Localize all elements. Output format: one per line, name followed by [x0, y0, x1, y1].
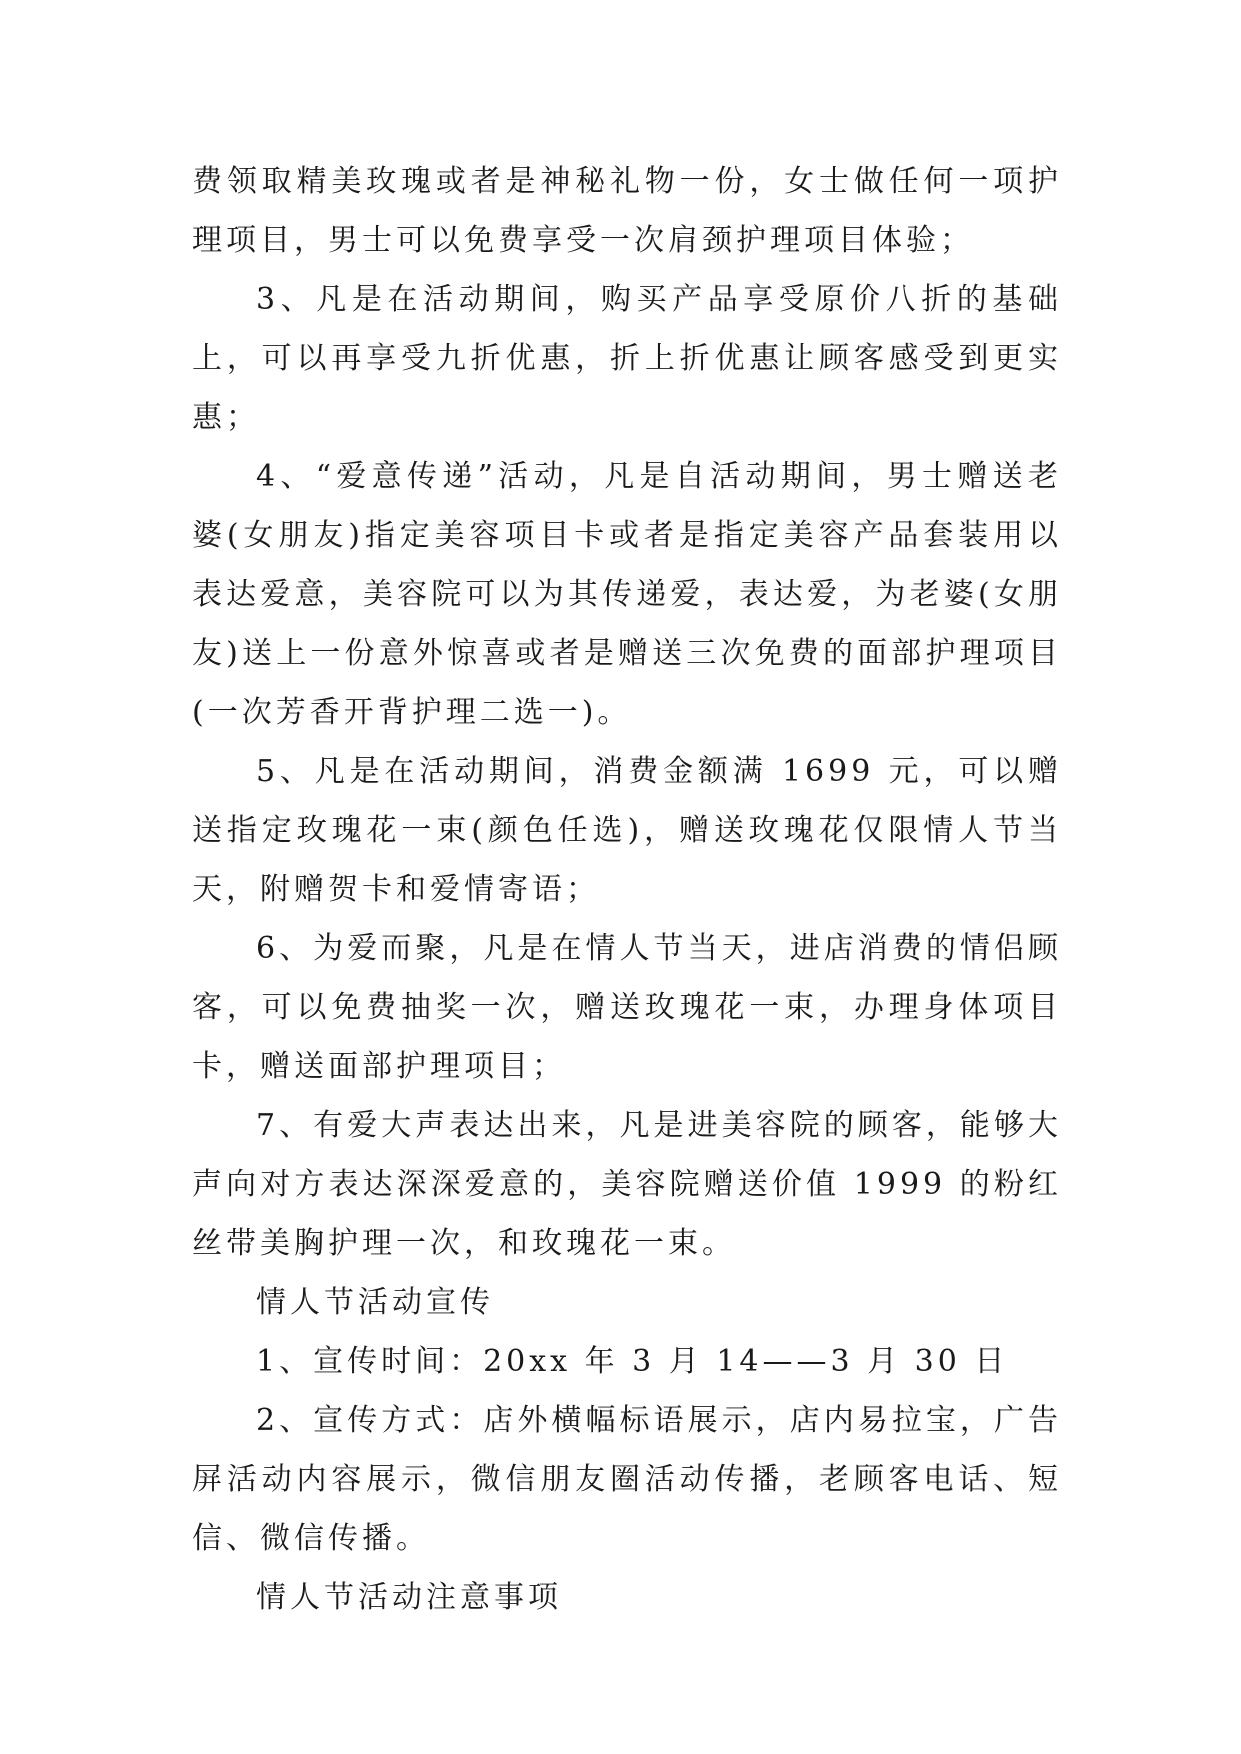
section-heading-notes: 情人节活动注意事项	[256, 1580, 562, 1615]
document-body	[192, 152, 1062, 1627]
paragraph-gift-continued: 费领取精美玫瑰或者是神秘礼物一份，女士做任何一项护理项目，男士可以免费享受一次肩颈护理项目体验；	[192, 164, 1062, 258]
section-heading-promotion: 情人节活动宣传	[256, 1285, 494, 1320]
paragraph-item-5: 5、凡是在活动期间，消费金额满 1699 元，可以赠送指定玫瑰花一束(颜色任选)，赠送玫瑰花仅限情人节当天，附赠贺卡和爱情寄语；	[192, 754, 1062, 907]
paragraph-promo-time: 1、宣传时间：20xx 年 3 月 14——3 月 30 日	[256, 1344, 1009, 1379]
paragraph-item-6: 6、为爱而聚，凡是在情人节当天，进店消费的情侣顾客，可以免费抽奖一次，赠送玫瑰花一束，办理身体项目卡，赠送面部护理项目；	[192, 931, 1062, 1084]
paragraph-item-7: 7、有爱大声表达出来，凡是进美容院的顾客，能够大声向对方表达深深爱意的，美容院赠送价值 1999 的粉红丝带美胸护理一次，和玫瑰花一束。	[192, 1108, 1062, 1261]
paragraph-item-3: 3、凡是在活动期间，购买产品享受原价八折的基础上，可以再享受九折优惠，折上折优惠让顾客感受到更实惠；	[192, 282, 1062, 435]
paragraph-item-4: 4、“爱意传递”活动，凡是自活动期间，男士赠送老婆(女朋友)指定美容项目卡或者是指定美容产品套装用以表达爱意，美容院可以为其传递爱，表达爱，为老婆(女朋友)送上一份意外惊喜或者是赠送三次免费的面部护理项目(一次芳香开背护理二选一)。	[192, 459, 1062, 730]
paragraph-promo-method: 2、宣传方式：店外横幅标语展示，店内易拉宝，广告屏活动内容展示，微信朋友圈活动传播，老顾客电话、短信、微信传播。	[192, 1403, 1062, 1556]
